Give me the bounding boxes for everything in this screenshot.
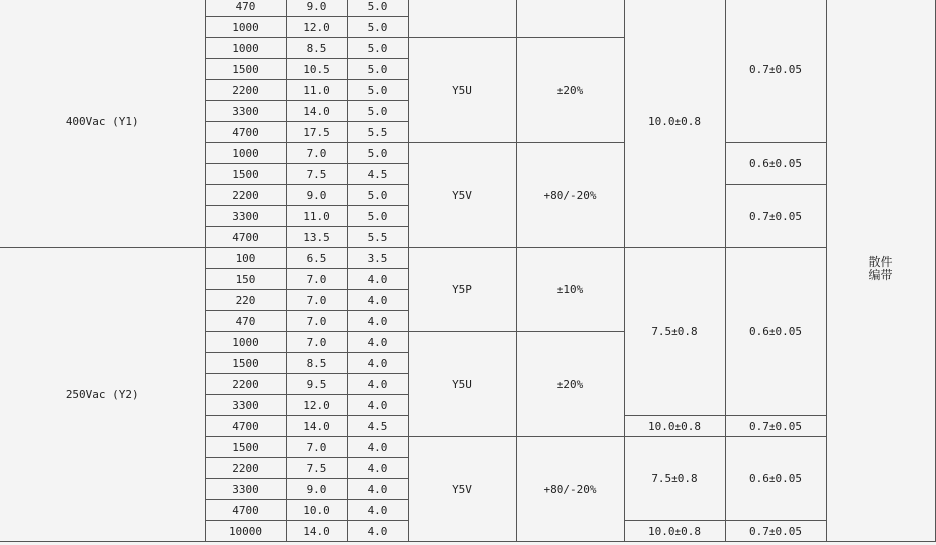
- capacitance-cell: 3300: [205, 479, 286, 500]
- thickness-cell: 4.0: [347, 479, 408, 500]
- dielectric-cell: [408, 0, 516, 38]
- capacitance-cell: 2200: [205, 374, 286, 395]
- packaging-cell: 散件 编带: [826, 0, 935, 542]
- thickness-cell: 5.0: [347, 185, 408, 206]
- diameter-cell: 7.0: [286, 290, 347, 311]
- thickness-cell: 4.5: [347, 416, 408, 437]
- diameter-cell: 9.5: [286, 374, 347, 395]
- thickness-cell: 5.0: [347, 59, 408, 80]
- thickness-cell: 5.0: [347, 143, 408, 164]
- lead-diameter-cell: 0.7±0.05: [725, 521, 826, 542]
- thickness-cell: 4.5: [347, 164, 408, 185]
- capacitance-cell: 1000: [205, 143, 286, 164]
- tolerance-cell: ±20%: [516, 38, 624, 143]
- thickness-cell: 4.0: [347, 311, 408, 332]
- capacitance-cell: 220: [205, 290, 286, 311]
- capacitance-cell: 1500: [205, 59, 286, 80]
- thickness-cell: 4.0: [347, 500, 408, 521]
- diameter-cell: 17.5: [286, 122, 347, 143]
- capacitance-cell: 100: [205, 248, 286, 269]
- diameter-cell: 7.0: [286, 143, 347, 164]
- capacitance-cell: 3300: [205, 395, 286, 416]
- capacitance-cell: 1500: [205, 164, 286, 185]
- thickness-cell: 4.0: [347, 290, 408, 311]
- thickness-cell: 3.5: [347, 248, 408, 269]
- dielectric-cell: Y5U: [408, 38, 516, 143]
- dielectric-cell: Y5U: [408, 332, 516, 437]
- lead-spacing-cell: 7.5±0.8: [624, 437, 725, 521]
- lead-spacing-cell: 7.5±0.8: [624, 248, 725, 416]
- diameter-cell: 6.5: [286, 248, 347, 269]
- diameter-cell: 9.0: [286, 479, 347, 500]
- diameter-cell: 7.5: [286, 164, 347, 185]
- tolerance-cell: +80/-20%: [516, 143, 624, 248]
- diameter-cell: 14.0: [286, 521, 347, 542]
- thickness-cell: 5.0: [347, 80, 408, 101]
- lead-diameter-cell: 0.7±0.05: [725, 185, 826, 248]
- dielectric-cell: Y5V: [408, 437, 516, 542]
- voltage-rating-cell: 250Vac (Y2): [0, 248, 205, 542]
- lead-spacing-cell: 10.0±0.8: [624, 521, 725, 542]
- capacitance-cell: 1000: [205, 38, 286, 59]
- capacitance-cell: 3300: [205, 101, 286, 122]
- thickness-cell: 4.0: [347, 437, 408, 458]
- capacitance-cell: 1000: [205, 332, 286, 353]
- diameter-cell: 10.0: [286, 500, 347, 521]
- capacitance-cell: 10000: [205, 521, 286, 542]
- capacitance-cell: 1000: [205, 17, 286, 38]
- lead-diameter-cell: 0.6±0.05: [725, 437, 826, 521]
- lead-diameter-cell: 0.7±0.05: [725, 416, 826, 437]
- thickness-cell: 5.0: [347, 101, 408, 122]
- capacitance-cell: 1500: [205, 437, 286, 458]
- thickness-cell: 4.0: [347, 332, 408, 353]
- lead-diameter-cell: 0.7±0.05: [725, 0, 826, 143]
- lead-diameter-cell: 0.6±0.05: [725, 143, 826, 185]
- capacitance-cell: 4700: [205, 227, 286, 248]
- thickness-cell: 5.0: [347, 38, 408, 59]
- thickness-cell: 4.0: [347, 521, 408, 542]
- thickness-cell: 5.5: [347, 122, 408, 143]
- diameter-cell: 7.0: [286, 269, 347, 290]
- capacitance-cell: 4700: [205, 500, 286, 521]
- diameter-cell: 14.0: [286, 416, 347, 437]
- voltage-rating-cell: 400Vac (Y1): [0, 0, 205, 248]
- tolerance-cell: [516, 0, 624, 38]
- capacitance-cell: 3300: [205, 206, 286, 227]
- capacitance-cell: 470: [205, 311, 286, 332]
- dielectric-cell: Y5V: [408, 143, 516, 248]
- lead-spacing-cell: 10.0±0.8: [624, 416, 725, 437]
- diameter-cell: 7.0: [286, 311, 347, 332]
- diameter-cell: 7.5: [286, 458, 347, 479]
- thickness-cell: 4.0: [347, 458, 408, 479]
- capacitance-cell: 4700: [205, 416, 286, 437]
- capacitance-cell: 2200: [205, 458, 286, 479]
- capacitance-cell: 2200: [205, 185, 286, 206]
- diameter-cell: 11.0: [286, 206, 347, 227]
- tolerance-cell: +80/-20%: [516, 437, 624, 542]
- diameter-cell: 14.0: [286, 101, 347, 122]
- diameter-cell: 9.0: [286, 0, 347, 17]
- capacitance-cell: 150: [205, 269, 286, 290]
- lead-diameter-cell: 0.6±0.05: [725, 248, 826, 416]
- tolerance-cell: ±10%: [516, 248, 624, 332]
- diameter-cell: 7.0: [286, 437, 347, 458]
- thickness-cell: 4.0: [347, 269, 408, 290]
- diameter-cell: 13.5: [286, 227, 347, 248]
- thickness-cell: 5.0: [347, 17, 408, 38]
- diameter-cell: 11.0: [286, 80, 347, 101]
- diameter-cell: 8.5: [286, 353, 347, 374]
- thickness-cell: 4.0: [347, 395, 408, 416]
- capacitance-cell: 2200: [205, 80, 286, 101]
- capacitance-cell: 1500: [205, 353, 286, 374]
- diameter-cell: 7.0: [286, 332, 347, 353]
- dielectric-cell: Y5P: [408, 248, 516, 332]
- diameter-cell: 12.0: [286, 395, 347, 416]
- thickness-cell: 5.5: [347, 227, 408, 248]
- tolerance-cell: ±20%: [516, 332, 624, 437]
- capacitance-cell: 4700: [205, 122, 286, 143]
- capacitance-cell: 470: [205, 0, 286, 17]
- lead-spacing-cell: 10.0±0.8: [624, 0, 725, 248]
- thickness-cell: 4.0: [347, 353, 408, 374]
- diameter-cell: 10.5: [286, 59, 347, 80]
- diameter-cell: 12.0: [286, 17, 347, 38]
- thickness-cell: 5.0: [347, 206, 408, 227]
- diameter-cell: 8.5: [286, 38, 347, 59]
- thickness-cell: 5.0: [347, 0, 408, 17]
- thickness-cell: 4.0: [347, 374, 408, 395]
- diameter-cell: 9.0: [286, 185, 347, 206]
